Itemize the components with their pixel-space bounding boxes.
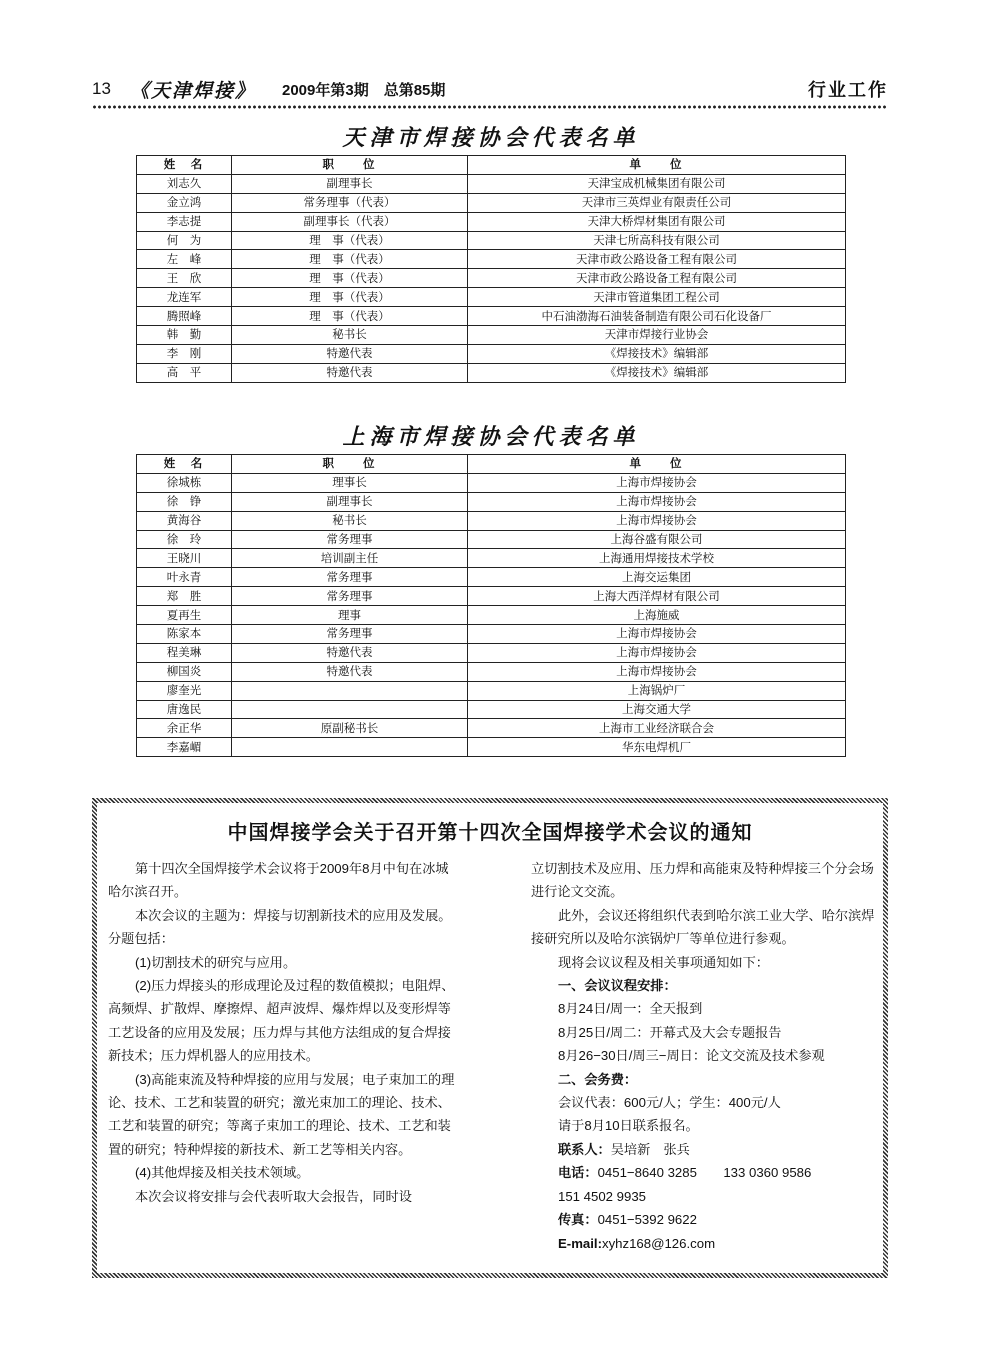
notice-text: xyhz168@126.com [601, 1235, 716, 1251]
table-row [137, 174, 846, 193]
table-row [137, 511, 846, 530]
table-row [137, 326, 846, 345]
table-row [137, 681, 846, 700]
cell-position: 培训副主任 [232, 549, 468, 568]
cell-name: 程美琳 [137, 643, 232, 662]
notice-paragraph [531, 857, 883, 904]
cell-name: 余正华 [137, 719, 232, 738]
cell-unit: 《焊接技术》编辑部 [468, 344, 846, 363]
cell-position: 理 事（代表） [232, 250, 468, 269]
cell-position: 常务理事 [232, 625, 468, 644]
table-row [137, 662, 846, 681]
cell-unit: 华东电焊机厂 [468, 738, 846, 757]
cell-name: 夏再生 [137, 606, 232, 625]
notice-label: 电话： [558, 1165, 598, 1181]
notice-paragraph [531, 951, 883, 974]
cell-name: 腾照峰 [137, 307, 232, 326]
notice-text: 请于8月10日联系报名。 [558, 1118, 699, 1134]
page-number: 13 [92, 79, 111, 98]
notice-paragraph [531, 997, 883, 1020]
cell-name: 金立鸿 [137, 193, 232, 212]
cell-unit: 上海市焊接协会 [468, 625, 846, 644]
notice-text: 第十四次全国焊接学术会议将于2009年8月中旬在冰城哈尔滨召开。 [108, 861, 449, 900]
cell-unit: 天津市焊接行业协会 [468, 326, 846, 345]
notice-text: 吴培新 张兵 [610, 1141, 690, 1157]
notice-paragraph [531, 1138, 883, 1161]
tianjin-roster-table [136, 155, 846, 383]
shanghai-roster-table [136, 454, 846, 757]
cell-name: 龙连军 [137, 288, 232, 307]
notice-right-column [531, 857, 883, 1255]
column-header-unit: 单 位 [468, 455, 846, 474]
cell-unit: 天津宝成机械集团有限公司 [468, 174, 846, 193]
cell-position: 常务理事（代表） [232, 193, 468, 212]
cell-name: 廖奎光 [137, 681, 232, 700]
notice-text: 一、会议议程安排： [558, 978, 677, 994]
header-dotted-rule [92, 104, 888, 110]
cell-name: 叶永青 [137, 568, 232, 587]
cell-name: 唐逸民 [137, 700, 232, 719]
cell-position: 常务理事 [232, 530, 468, 549]
notice-text: 8月25日/周二：开幕式及大会专题报告 [558, 1024, 782, 1040]
notice-paragraph [531, 1091, 883, 1114]
journal-name: 《天津焊接》 [130, 80, 257, 102]
cell-position: 秘书长 [232, 511, 468, 530]
table-header-row [137, 455, 846, 474]
cell-unit: 中石油渤海石油装备制造有限公司石化设备厂 [468, 307, 846, 326]
table-row [137, 700, 846, 719]
cell-position: 常务理事 [232, 587, 468, 606]
cell-unit: 天津市管道集团工程公司 [468, 288, 846, 307]
notice-paragraph [531, 1044, 883, 1067]
cell-unit: 上海施威 [468, 606, 846, 625]
cell-position: 特邀代表 [232, 643, 468, 662]
cell-name: 何 为 [137, 231, 232, 250]
column-header-unit: 单 位 [468, 156, 846, 175]
table-row [137, 643, 846, 662]
notice-paragraph [531, 1232, 883, 1255]
notice-paragraph [531, 1161, 883, 1184]
table-row [137, 473, 846, 492]
cell-position: 理 事（代表） [232, 288, 468, 307]
cell-position: 副理事长 [232, 174, 468, 193]
cell-name: 高 平 [137, 363, 232, 382]
cell-name: 郑 胜 [137, 587, 232, 606]
cell-unit: 上海通用焊接技术学校 [468, 549, 846, 568]
cell-unit: 上海市焊接协会 [468, 492, 846, 511]
cell-name: 王晓川 [137, 549, 232, 568]
notice-label: 联系人： [558, 1141, 611, 1157]
notice-text: (2)压力焊接头的形成理论及过程的数值模拟；电阻焊、高频焊、扩散焊、摩擦焊、超声波焊、爆炸焊以及变形焊等工艺设备的应用及发展；压力焊与其他方法组成的复合焊接新技术；压力焊机器人的应用技术。 [108, 978, 455, 1064]
cell-name: 左 峰 [137, 250, 232, 269]
cell-name: 陈家本 [137, 625, 232, 644]
table-row [137, 625, 846, 644]
cell-name: 韩 勤 [137, 326, 232, 345]
cell-position: 秘书长 [232, 326, 468, 345]
notice-text: 本次会议的主题为：焊接与切割新技术的应用及发展。分题包括： [108, 907, 452, 947]
issue-info: 2009年第3期 总第85期 [282, 82, 446, 99]
column-header-name: 姓 名 [137, 156, 232, 175]
notice-text: (1)切割技术的研究与应用。 [135, 954, 297, 970]
notice-text: 0451−5392 9622 [597, 1212, 697, 1228]
notice-text: 151 4502 9935 [558, 1188, 647, 1204]
cell-unit: 上海锅炉厂 [468, 681, 846, 700]
cell-unit: 上海市焊接协会 [468, 473, 846, 492]
cell-position: 理事 [232, 606, 468, 625]
table-row [137, 269, 846, 288]
table-row [137, 587, 846, 606]
notice-text: 现将会议议程及相关事项通知如下： [558, 954, 769, 970]
table-row [137, 193, 846, 212]
notice-text: 8月24日/周一：全天报到 [558, 1001, 703, 1017]
cell-unit: 上海谷盛有限公司 [468, 530, 846, 549]
cell-unit: 天津大桥焊材集团有限公司 [468, 212, 846, 231]
cell-position [232, 700, 468, 719]
cell-position: 特邀代表 [232, 344, 468, 363]
table-row [137, 568, 846, 587]
cell-name: 李 刚 [137, 344, 232, 363]
cell-unit: 上海市焊接协会 [468, 662, 846, 681]
table-row [137, 738, 846, 757]
cell-unit: 上海市工业经济联合会 [468, 719, 846, 738]
notice-paragraph [108, 1185, 456, 1208]
notice-left-column [108, 857, 456, 1208]
table-row [137, 549, 846, 568]
notice-paragraph [531, 1185, 883, 1208]
notice-text: (4)其他焊接及相关技术领域。 [135, 1165, 310, 1181]
table-row [137, 530, 846, 549]
table-row [137, 344, 846, 363]
cell-unit: 上海大西洋焊材有限公司 [468, 587, 846, 606]
notice-text: (3)高能束流及特种焊接的应用与发展；电子束加工的理论、技术、工艺和装置的研究；激光束加工的理论、技术、工艺和装置的研究；等离子束加工的理论、技术、工艺和装置的研究；特种焊接的新技术、新工艺等相关内容。 [108, 1071, 455, 1157]
section-name: 行业工作 [808, 80, 888, 101]
cell-unit: 上海市焊接协会 [468, 643, 846, 662]
notice-paragraph [108, 974, 456, 1068]
column-header-position: 职 位 [232, 455, 468, 474]
cell-position [232, 738, 468, 757]
notice-text: 会议代表：600元/人；学生：400元/人 [558, 1095, 781, 1111]
cell-position [232, 681, 468, 700]
cell-name: 刘志久 [137, 174, 232, 193]
notice-paragraph [108, 1068, 456, 1162]
cell-unit: 天津市政公路设备工程有限公司 [468, 269, 846, 288]
notice-paragraph [531, 1068, 883, 1091]
cell-position: 特邀代表 [232, 662, 468, 681]
page-header [92, 76, 888, 102]
table-header-row [137, 156, 846, 175]
notice-text: 二、会务费： [558, 1071, 638, 1087]
cell-unit: 天津市政公路设备工程有限公司 [468, 250, 846, 269]
cell-position: 理 事（代表） [232, 231, 468, 250]
notice-paragraph [531, 974, 883, 997]
table-row [137, 250, 846, 269]
cell-unit: 上海市焊接协会 [468, 511, 846, 530]
table-row [137, 307, 846, 326]
cell-name: 徐城栋 [137, 473, 232, 492]
notice-text: 0451−8640 3285 133 0360 9586 [597, 1165, 812, 1181]
cell-unit: 《焊接技术》编辑部 [468, 363, 846, 382]
table-row [137, 363, 846, 382]
notice-text: 本次会议将安排与会代表听取大会报告，同时设 [135, 1188, 412, 1204]
table-row [137, 231, 846, 250]
notice-label: E-mail: [558, 1235, 602, 1251]
cell-unit: 上海交运集团 [468, 568, 846, 587]
notice-text: 立切割技术及应用、压力焊和高能束及特种焊接三个分会场进行论文交流。 [531, 861, 874, 900]
cell-position: 副理事长 [232, 492, 468, 511]
shanghai-list-title: 上海市焊接协会代表名单 [342, 424, 640, 450]
cell-name: 黄海谷 [137, 511, 232, 530]
notice-title: 中国焊接学会关于召开第十四次全国焊接学术会议的通知 [227, 822, 753, 844]
notice-paragraph [531, 1114, 883, 1137]
cell-position: 特邀代表 [232, 363, 468, 382]
table-row [137, 492, 846, 511]
conference-notice-box [92, 798, 888, 1278]
notice-label: 传真： [558, 1212, 598, 1228]
cell-position: 理事长 [232, 473, 468, 492]
cell-name: 徐 铮 [137, 492, 232, 511]
tianjin-list-title: 天津市焊接协会代表名单 [342, 125, 640, 151]
cell-unit: 天津市三英焊业有限责任公司 [468, 193, 846, 212]
table-row [137, 719, 846, 738]
table-row [137, 212, 846, 231]
cell-unit: 天津七所高科技有限公司 [468, 231, 846, 250]
cell-name: 徐 玲 [137, 530, 232, 549]
cell-name: 李嘉嵋 [137, 738, 232, 757]
cell-unit: 上海交通大学 [468, 700, 846, 719]
notice-paragraph [108, 857, 456, 904]
cell-position: 理 事（代表） [232, 269, 468, 288]
cell-position: 理 事（代表） [232, 307, 468, 326]
table-row [137, 606, 846, 625]
cell-position: 原副秘书长 [232, 719, 468, 738]
notice-paragraph [531, 1208, 883, 1231]
cell-name: 王 欣 [137, 269, 232, 288]
notice-paragraph [108, 951, 456, 974]
table-row [137, 288, 846, 307]
notice-text: 8月26−30日/周三−周日：论文交流及技术参观 [558, 1048, 825, 1064]
notice-paragraph [108, 904, 456, 951]
column-header-position: 职 位 [232, 156, 468, 175]
notice-text: 此外，会议还将组织代表到哈尔滨工业大学、哈尔滨焊接研究所以及哈尔滨锅炉厂等单位进行参观。 [531, 907, 875, 947]
notice-paragraph [108, 1161, 456, 1184]
notice-paragraph [531, 1021, 883, 1044]
cell-name: 李志提 [137, 212, 232, 231]
cell-position: 常务理事 [232, 568, 468, 587]
notice-paragraph [531, 904, 883, 951]
column-header-name: 姓 名 [137, 455, 232, 474]
cell-position: 副理事长（代表） [232, 212, 468, 231]
cell-name: 柳国炎 [137, 662, 232, 681]
